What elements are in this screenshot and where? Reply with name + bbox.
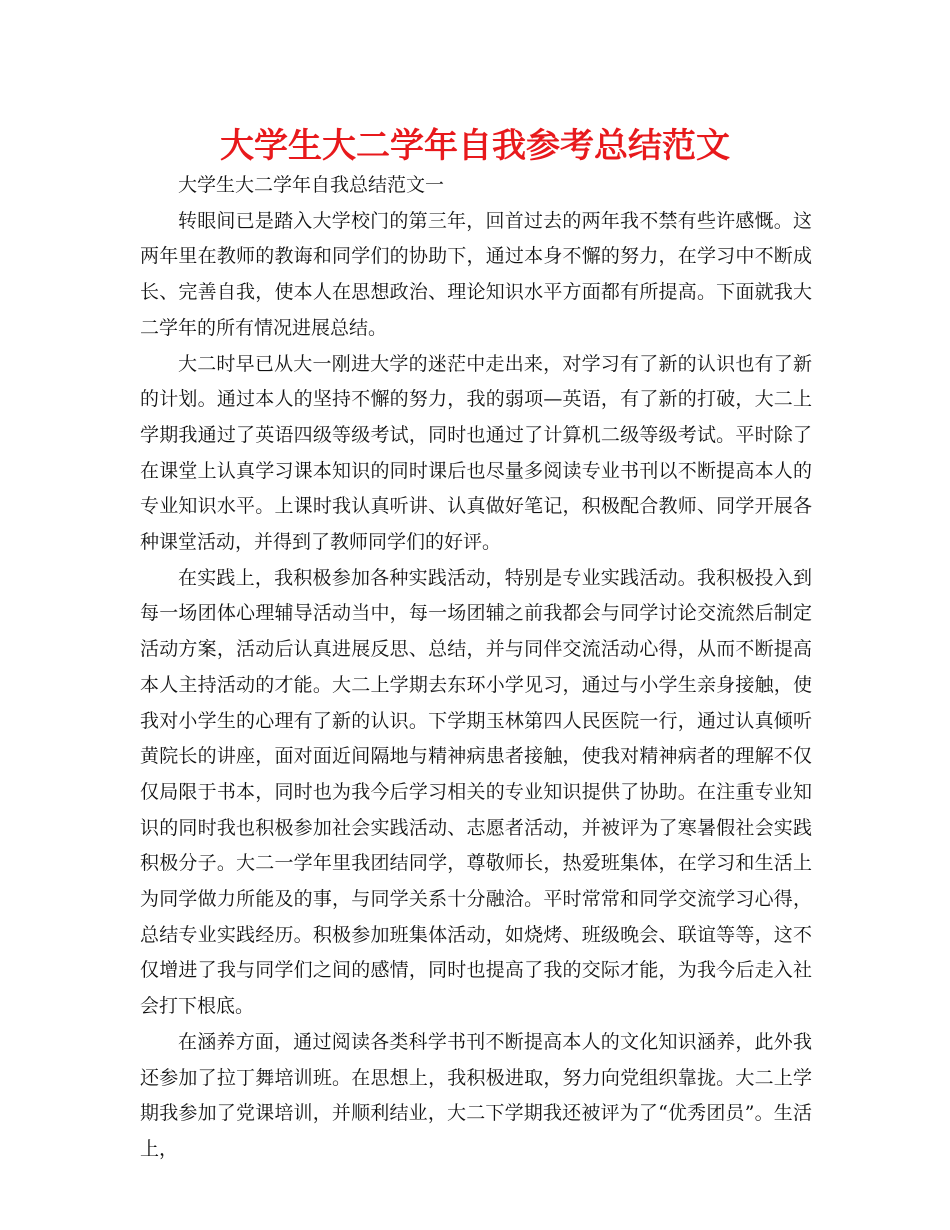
paragraph-2: 大二时早已从大一刚进大学的迷茫中走出来，对学习有了新的认识也有了新的计划。通过本人的坚持不懈的努力，我的弱项—英语，有了新的打破，大二上学期我通过了英语四级等级考试，同时也通过了计算机二级等级考试。平时除了在课堂上认真学习课本知识的同时课后也尽量多阅读专业书刊以不断提高本人的专业知识水平。上课时我认真听讲、认真做好笔记，积极配合教师、同学开展各种课堂活动，并得到了教师同学们的好评。 [140,352,812,554]
paragraph-1: 转眼间已是踏入大学校门的第三年，回首过去的两年我不禁有些许感慨。这两年里在教师的教诲和同学们的协助下，通过本身不懈的努力，在学习中不断成长、完善自我，使本人在思想政治、理论知识水平方面都有所提高。下面就我大二学年的所有情况进展总结。 [140,209,812,339]
paragraph-4: 在涵养方面，通过阅读各类科学书刊不断提高本人的文化知识涵养，此外我还参加了拉丁舞培训班。在思想上，我积极进取，努力向党组织靠拢。大二上学期我参加了党课培训，并顺利结业，大二下学期我还被评为了“优秀团员”。生活上， [140,1030,812,1160]
paragraph-3: 在实践上，我积极参加各种实践活动，特别是专业实践活动。我积极投入到每一场团体心理辅导活动当中，每一场团辅之前我都会与同学讨论交流然后制定活动方案，活动后认真进展反思、总结，并与同伴交流活动心得，从而不断提高本人主持活动的才能。大二上学期去东环小学见习，通过与小学生亲身接触，使我对小学生的心理有了新的认识。下学期玉林第四人民医院一行，通过认真倾听黄院长的讲座，面对面近间隔地与精神病患者接触，使我对精神病者的理解不仅仅局限于书本，同时也为我今后学习相关的专业知识提供了协助。在注重专业知识的同时我也积极参加社会实践活动、志愿者活动，并被评为了寒暑假社会实践积极分子。大二一学年里我团结同学，尊敬师长，热爱班集体，在学习和生活上为同学做力所能及的事，与同学关系十分融洽。平时常常和同学交流学习心得，总结专业实践经历。积极参加班集体活动，如烧烤、班级晚会、联谊等等，这不仅增进了我与同学们之间的感情，同时也提高了我的交际才能，为我今后走入社会打下根底。 [140,566,812,1018]
document-subtitle: 大学生大二学年自我总结范文一 [178,174,445,196]
document-body [140,168,812,1168]
document-title: 大学生大二学年自我参考总结范文 [220,126,730,166]
